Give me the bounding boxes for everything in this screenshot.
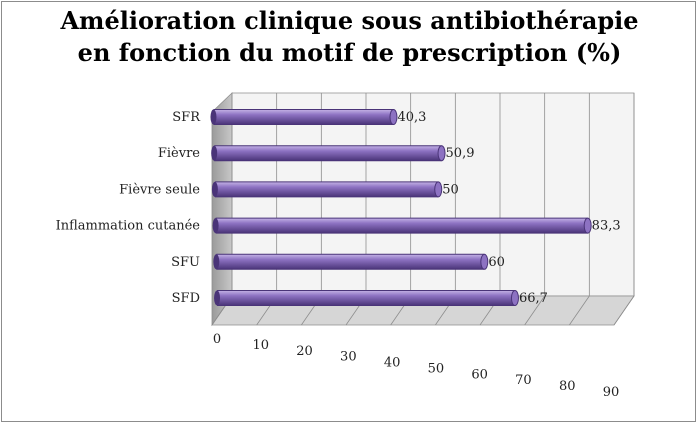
bar-cap-right — [584, 218, 591, 233]
x-tick-label: 70 — [515, 373, 532, 389]
value-label: 66,7 — [518, 291, 548, 306]
category-label: Fièvre seule — [119, 182, 200, 198]
bar-cap-left — [212, 182, 218, 197]
x-tick-label: 30 — [340, 349, 357, 365]
x-tick-label: 50 — [427, 361, 445, 377]
bar-cap-left — [214, 291, 220, 306]
bar-cap-right — [438, 146, 445, 161]
bar-cap-left — [210, 110, 216, 125]
value-label: 50,9 — [445, 146, 475, 162]
value-label: 60 — [488, 254, 505, 270]
x-tick-label: 40 — [383, 355, 401, 371]
bar — [215, 182, 438, 197]
category-label: SFR — [172, 110, 200, 125]
category-label: Fièvre — [157, 146, 200, 162]
bar-cap-right — [435, 182, 442, 197]
value-label: 50 — [442, 182, 459, 198]
bar — [217, 291, 515, 306]
bar-cap-right — [481, 254, 488, 269]
x-tick-label: 10 — [252, 337, 270, 353]
x-tick-label: 20 — [296, 343, 313, 359]
chart-title-line-1: Amélioration clinique sous antibiothérapie — [60, 6, 639, 35]
bar-cap-right — [390, 110, 397, 125]
category-label: Inflammation cutanée — [55, 218, 200, 234]
bar-cap-left — [213, 218, 219, 233]
bar-cap-left — [211, 146, 217, 161]
x-tick-label: 60 — [471, 367, 488, 383]
bar — [216, 254, 484, 269]
category-label: SFU — [171, 254, 200, 270]
bar — [214, 146, 441, 161]
chart-title-line-2: en fonction du motif de prescription (%) — [77, 38, 622, 67]
value-label: 83,3 — [591, 218, 621, 234]
value-label: 40,3 — [397, 110, 427, 125]
bar-cap-left — [213, 254, 219, 269]
x-tick-label: 80 — [558, 379, 576, 395]
x-tick-label: 90 — [602, 385, 620, 400]
bar-cap-right — [511, 291, 518, 306]
category-label: SFD — [171, 291, 200, 306]
bar — [216, 218, 588, 233]
x-tick-label: 0 — [212, 332, 222, 347]
bar — [213, 110, 393, 125]
